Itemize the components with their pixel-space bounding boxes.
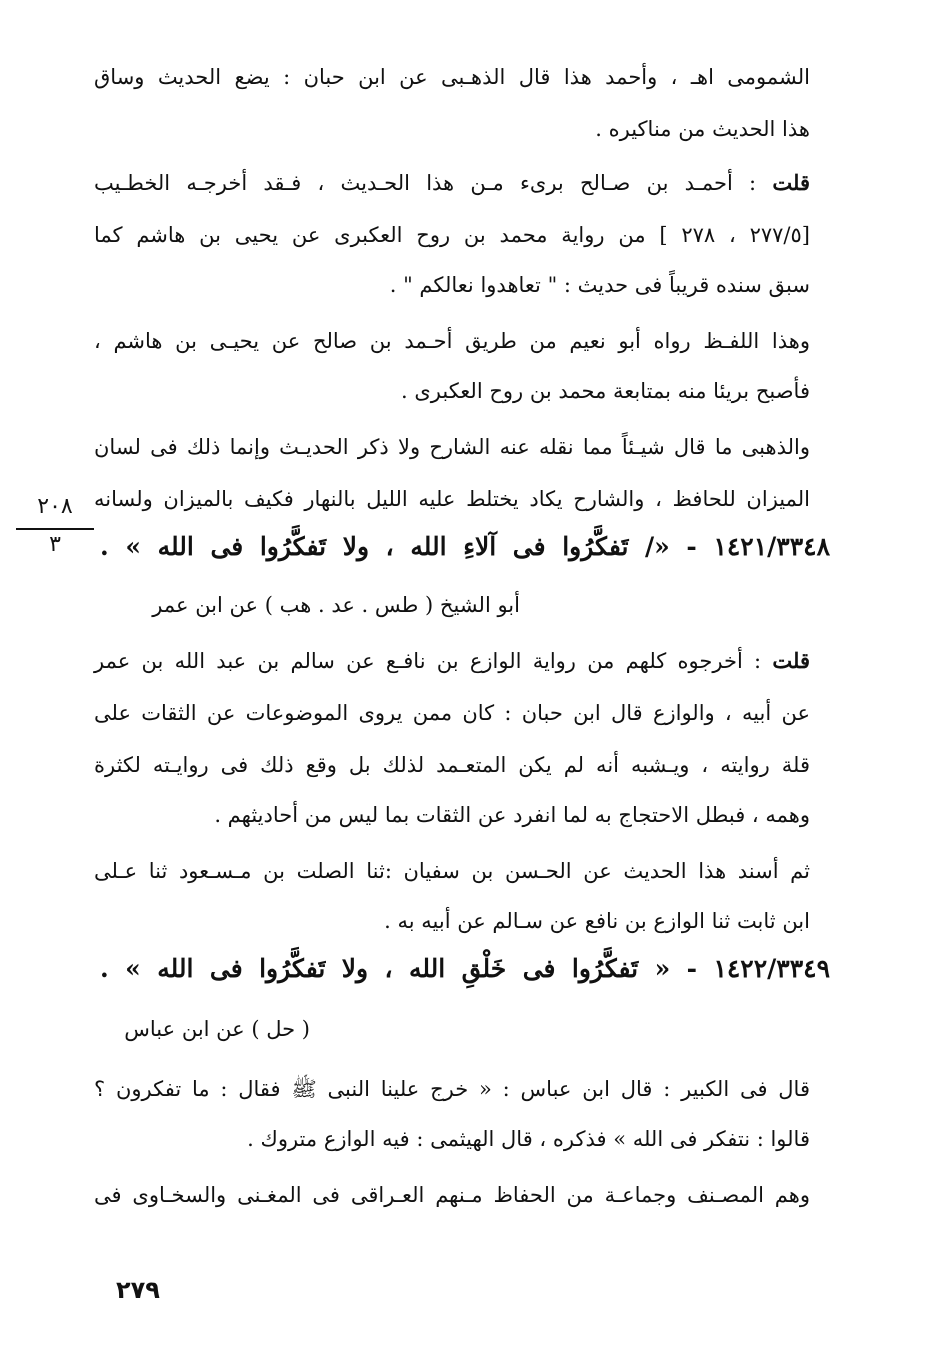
source-line: ( حل ) عن ابن عباس [124, 1017, 310, 1041]
text-line: قلت : أحمـد بن صـالح برىء مـن هذا الحـديث ، فـقد أخرجـه الخطـيب [94, 170, 810, 195]
text-line: وهذا اللفـظ رواه أبو نعيم من طريق أحـمد بن صالح عن يحيـى بن هاشم ، [94, 329, 810, 353]
text-line: قال فى الكبير : قال ابن عباس : « خرج علينا النبى ﷺ فقال : ما تفكرون ؟ [94, 1077, 810, 1101]
text-line: قلة روايته ، ويـشبه أنه لم يكن المتعـمد لذلك بل وقع ذلك فى روايـته لكثرة [94, 753, 810, 777]
text-line: فأصبح بريئا منه بمتابعة محمد بن روح العكبرى . [400, 379, 810, 403]
text-line: ابن ثابت ثنا الوازع بن نافع عن سـالم عن أبيه به . [384, 909, 810, 933]
text-line: قلت : أخرجوه كلهم من رواية الوازع بن نافـع عن سالم بن عبد الله بن عمر [94, 648, 810, 673]
text-line: قالوا : نتفكر فى الله » فذكره ، قال الهيثمى : فيه الوازع متروك . [247, 1127, 810, 1151]
text-line: [٢٧٧/٥ ، ٢٧٨ ] من رواية محمد بن روح العكبرى عن يحيى بن هاشم كما [94, 223, 810, 247]
text-line: وهمه ، فبطل الاحتجاج به لما انفرد عن الثقات بما ليس من أحاديثهم . [214, 803, 810, 827]
text-line: عن أبيه ، والوازع قال ابن حبان : كان ممن يروى الموضوعات عن الثقات على [94, 701, 810, 725]
page-number: ٢٧٩ [116, 1276, 160, 1304]
hadith-line: ١٤٢٢/٣٣٤٩ - « تَفكَّرُوا فى خَلْقِ الله ، ولا تَفكَّرُوا فى الله » . [100, 954, 830, 983]
margin-reference-top: ٢٠٨ [37, 494, 73, 519]
text-line: ثم أسند هذا الحديث عن الحـسن بن سفيان :ثنا الصلت بن مـسـعود ثنا عـلى [94, 859, 810, 883]
margin-reference-rule [16, 528, 94, 530]
text-line: والذهبى ما قال شيـئاً مما نقله عنه الشارح ولا ذكر الحديـث وإنما ذلك فى لسان [94, 435, 810, 459]
hadith-line: ١٤٢١/٣٣٤٨ - «/ تَفكَّرُوا فى آلاءِ الله ، ولا تَفكَّرُوا فى الله » . [100, 532, 830, 561]
text-line: هذا الحديث من مناكيره . [595, 117, 810, 141]
qultu-label: قلت [772, 170, 810, 195]
qultu-label: قلت [772, 648, 810, 673]
text-line: الميزان للحافظ ، والشارح يكاد يختلط عليه الليل بالنهار فكيف بالميزان ولسانه [94, 487, 810, 511]
text-line: سبق سنده قريباً فى حديث : " تعاهدوا نعالكم " . [389, 273, 810, 297]
source-line: أبو الشيخ ( طس . عد . هب ) عن ابن عمر [152, 593, 520, 617]
text-line: وهم المصـنف وجماعـة من الحفاظ مـنهم العـراقى فى المغـنى والسخـاوى فى [94, 1183, 810, 1207]
margin-reference-bottom: ٣ [49, 532, 61, 557]
margin-reference [12, 492, 98, 558]
text-line: الشمومى اهـ ، وأحمد هذا قال الذهـبى عن ابن حبان : يضع الحديث وساق [94, 65, 810, 89]
